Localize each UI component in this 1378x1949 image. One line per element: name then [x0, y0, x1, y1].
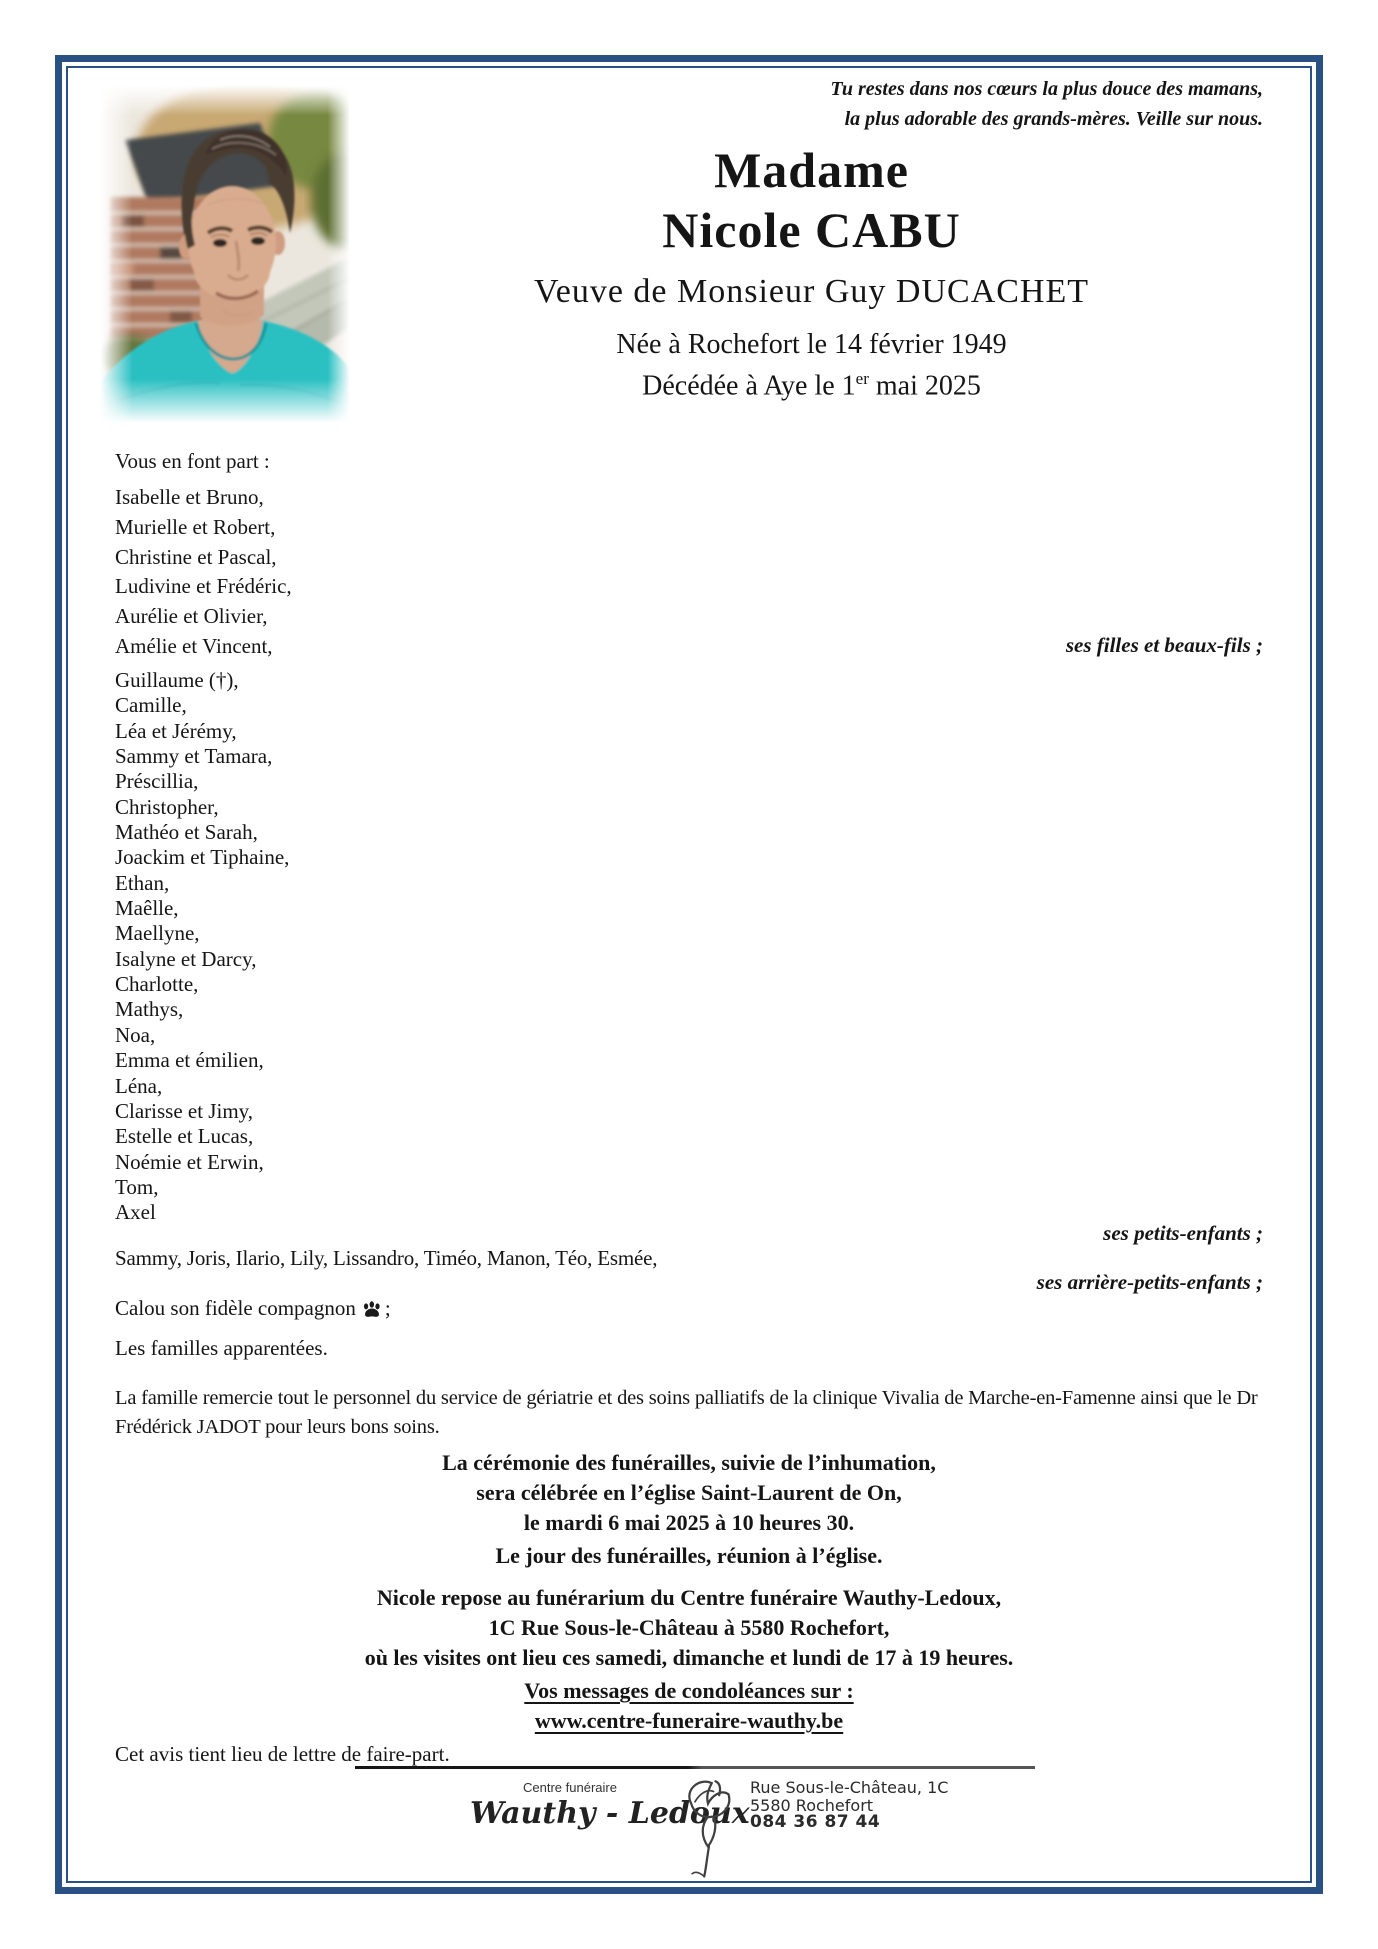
family-name-line: Léna,: [115, 1073, 163, 1098]
funeral-home-name: [470, 1774, 750, 1831]
family-name-line: Sammy et Tamara,: [115, 744, 273, 769]
daughters-label: ses filles et beaux-fils ;: [1065, 633, 1263, 657]
calla-lily-icon: [680, 1774, 736, 1885]
deceased-name: Nicole CABU: [662, 202, 961, 258]
family-name-line: Emma et émilien,: [115, 1048, 264, 1073]
family-name-line: Isabelle et Bruno,: [115, 485, 264, 509]
related-families-line: Les familles apparentées.: [115, 1336, 328, 1360]
address-street: Rue Sous-le-Château, 1C: [750, 1778, 949, 1797]
family-name-line: Isalyne et Darcy,: [115, 946, 257, 971]
family-name-line: Christine et Pascal,: [115, 544, 277, 569]
family-name-line: Joackim et Tiphaine,: [115, 845, 290, 870]
daughters-list: [115, 483, 292, 662]
thanks-paragraph: La famille remercie tout le personnel du service de gériatrie et des soins palliatifs de la clinique Vivalia de Marche-en-Famenne ainsi que le Dr Frédérick JADOT pour leurs bons soins.: [115, 1387, 1258, 1438]
photo-edge-fade: [100, 85, 350, 423]
quote-line-2: la plus adorable des grands-mères. Veille sur nous.: [844, 108, 1263, 130]
family-name-line: Maellyne,: [115, 921, 200, 946]
paw-icon: [362, 1299, 382, 1323]
repose-line-2: 1C Rue Sous-le-Château à 5580 Rochefort,: [488, 1615, 890, 1640]
death-line-suffix: mai 2025: [868, 370, 981, 402]
funeral-home-address: [750, 1774, 948, 1832]
faire-part-notice: Cet avis tient lieu de lettre de faire-part.: [115, 1742, 450, 1766]
portrait-photo: [100, 85, 350, 423]
death-line: [360, 362, 1263, 403]
header-block: [360, 140, 1263, 403]
repose-block: [115, 1583, 1263, 1673]
family-name-line: Ethan,: [115, 870, 170, 895]
funeral-home-logo-block: [470, 1774, 948, 1885]
death-line-ordinal: er: [855, 369, 869, 388]
footer-divider: [355, 1766, 1035, 1769]
ceremony-line-3: le mardi 6 mai 2025 à 10 heures 30.: [523, 1510, 855, 1535]
funeral-home-type: Centre funéraire: [523, 1780, 617, 1795]
condolences-website: www.centre-funeraire-wauthy.be: [534, 1708, 844, 1733]
family-name-line: Guillaume (†),: [115, 668, 239, 692]
great-grandchildren-line: Sammy, Joris, Ilario, Lily, Lissandro, Timéo, Manon, Téo, Esmée,: [115, 1246, 658, 1270]
family-name-line: Ludivine et Frédéric,: [115, 574, 292, 599]
family-name-line: Mathéo et Sarah,: [115, 820, 258, 845]
family-name-line: Charlotte,: [115, 972, 199, 997]
great-grandchildren-label: ses arrière-petits-enfants ;: [1036, 1270, 1263, 1294]
widow-line: Veuve de Monsieur Guy DUCACHET: [533, 273, 1090, 310]
ceremony-line-2: sera célébrée en l’église Saint-Laurent de On,: [476, 1480, 902, 1505]
family-name-line: Axel: [115, 1200, 156, 1225]
family-name-line: Mathys,: [115, 997, 184, 1022]
phone-number: 084 36 87 44: [750, 1812, 881, 1832]
family-name-line: Noa,: [115, 1022, 156, 1047]
birth-line: Née à Rochefort le 14 février 1949: [616, 329, 1007, 360]
grandchildren-list: [115, 668, 289, 1226]
family-name-line: Amélie et Vincent,: [115, 633, 273, 658]
meeting-line: Le jour des funérailles, réunion à l’église.: [495, 1543, 883, 1568]
family-name-line: Murielle et Robert,: [115, 514, 276, 539]
companion-text: Calou son fidèle compagnon: [115, 1296, 356, 1320]
family-name-line: Aurélie et Olivier,: [115, 604, 268, 629]
memorial-quote: [400, 74, 1263, 134]
family-name-line: Clarisse et Jimy,: [115, 1098, 254, 1123]
family-name-line: Camille,: [115, 693, 187, 718]
announcement-intro: Vous en font part :: [115, 449, 270, 473]
family-name-line: Tom,: [115, 1174, 159, 1199]
quote-line-1: Tu restes dans nos cœurs la plus douce des mamans,: [830, 78, 1263, 100]
family-name-line: Préscillia,: [115, 769, 199, 794]
condolences-label: Vos messages de condoléances sur :: [524, 1678, 854, 1703]
family-name-line: Estelle et Lucas,: [115, 1124, 254, 1149]
companion-line: [115, 1296, 391, 1324]
address-city: 5580 Rochefort: [750, 1795, 874, 1815]
condolences-block: [115, 1676, 1263, 1736]
grandchildren-label: ses petits-enfants ;: [1103, 1221, 1263, 1245]
title-madame: Madame: [714, 142, 909, 198]
death-line-prefix: Décédée à Aye le 1: [642, 370, 856, 402]
family-name-line: Christopher,: [115, 794, 219, 819]
repose-line-1: Nicole repose au funérarium du Centre funéraire Wauthy-Ledoux,: [376, 1585, 1002, 1610]
family-name-line: Maêlle,: [115, 896, 179, 921]
family-name-line: Noémie et Erwin,: [115, 1149, 264, 1174]
ceremony-line-1: La cérémonie des funérailles, suivie de l’inhumation,: [442, 1450, 936, 1475]
ceremony-block: [115, 1448, 1263, 1538]
companion-suffix: ;: [384, 1296, 391, 1320]
funeral-home-wordmark: Wauthy - Ledoux: [470, 1796, 750, 1831]
family-name-line: Léa et Jérémy,: [115, 718, 237, 743]
repose-line-3: où les visites ont lieu ces samedi, dimanche et lundi de 17 à 19 heures.: [364, 1645, 1014, 1670]
